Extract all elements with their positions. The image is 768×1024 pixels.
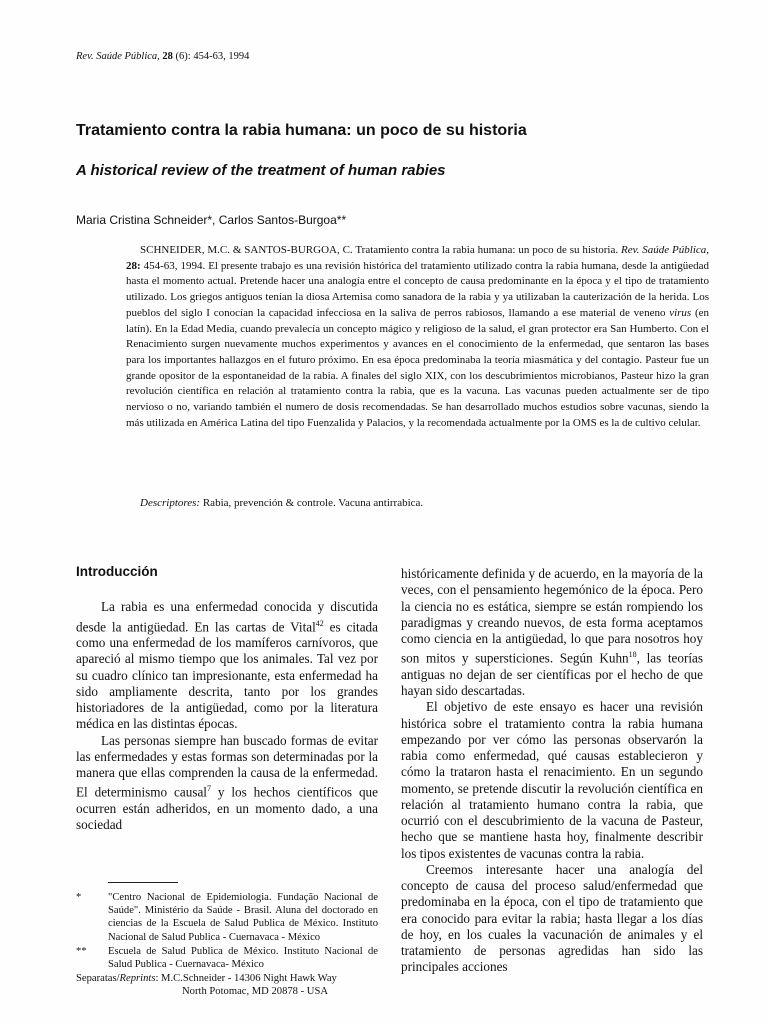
paragraph: El objetivo de este ensayo es hacer una revisión histórica sobre el tratamiento contra la rabia humana empezando por ver cómo las personas observarón la rabia como enfermedad, qué causas establecieron y cómo la trataron hasta el renacimiento. En un segundo momento, se pretende discutir la revolución científica en relación al tratamiento humano contra la rabia, que ocurrió con el descubrimiento de la vacuna de Pasteur, hecho que se mantiene hasta hoy, finalmente describir los tipos existentes de vacunas contra la rabia. xyxy=(401,699,703,861)
reprints-address: : M.C.Schneider - 14306 Night Hawk Way xyxy=(155,973,337,985)
ref-sup: 18 xyxy=(628,650,637,660)
article-title: Tratamiento contra la rabia humana: un poco de su historia xyxy=(76,122,527,139)
citation-issue: (6): 454-63, 1994 xyxy=(175,51,250,62)
section-heading: Introducción xyxy=(76,564,158,579)
right-column xyxy=(401,566,703,976)
paragraph xyxy=(401,566,703,699)
journal-name: Rev. Saúde Pública, xyxy=(76,51,160,62)
footnote xyxy=(76,891,378,944)
abstract-journal: Rev. Saúde Pública, xyxy=(621,244,710,256)
reprints-line xyxy=(76,972,378,985)
para-text: y los hechos científicos que ocurren están adheridos, en un momento dado, a una sociedad xyxy=(76,784,378,833)
footnote xyxy=(76,945,378,971)
descriptors xyxy=(126,497,709,509)
authors: Maria Cristina Schneider*, Carlos Santos-Burgoa** xyxy=(76,213,347,227)
para-text: , las teorías antiguas no dejan de ser científicas por el hecho de que hayan sido descartadas. xyxy=(401,650,703,699)
descriptors-text: Rabia, prevención & controle. Vacuna antirrabica. xyxy=(202,497,424,509)
reprints-address-2: North Potomac, MD 20878 - USA xyxy=(182,986,328,998)
paragraph: Creemos interesante hacer una analogía del concepto de causa del proceso salud/enfermedad que predominaba en la época, con el tipo de tratamiento que era conocido para evitar la rabia; hasta llegar a los días de hoy, en los cuales la vacunación de animales y el tratamiento de personas agredidas han sido las principales acciones xyxy=(401,861,703,975)
abstract-volume: 28: xyxy=(126,259,141,272)
abstract-virus: virus xyxy=(669,306,692,319)
para-text: históricamente definida y de acuerdo, en la mayoría de la veces, con el pensamiento hegemónico de la época. Pero la ciencia no es estática, siempre se están rompiendo los paradigmas y creando nuevos, de esta forma aceptamos como ciencia en la antigüedad, lo que para nosotros hoy son mitos y supersticiones. Según Kuhn xyxy=(401,566,703,666)
volume: 28 xyxy=(162,51,173,62)
footnote-mark: * xyxy=(76,892,82,903)
reprints-label-italic: Reprints xyxy=(119,973,156,985)
paragraph xyxy=(76,599,378,732)
para-text: Las personas siempre han buscado formas de evitar las enfermedades y estas formas son determinadas por la manera que ellas comprenden la causa de la enfermedad. El determinismo causal xyxy=(76,732,378,800)
para-text: La rabia es una enfermedad conocida y discutida desde la antigüedad. En las cartas de Vital xyxy=(76,599,378,634)
footnote-text: Escuela de Salud Publica de México. Instituto Nacional de Salud Publica - Cuernavaca- México xyxy=(108,945,378,971)
reprints-label: Separatas/ xyxy=(76,973,120,985)
left-column xyxy=(76,564,378,834)
footnotes xyxy=(76,891,378,999)
para-text: es citada como una enfermedad de los mamíferos carnívoros, que apareció al mismo tiempo que los animales. Tal vez por su cuadro clínico tan impresionante, esta enfermedad ha sido ampliamente descrita, tanto por los grandes historiadores de la antigüedad, como por la literatura médica en las distintas épocas. xyxy=(76,618,378,732)
paragraph xyxy=(76,733,378,834)
abstract-text-a: 454-63, 1994. El presente trabajo es una revisión histórica del tratamiento utilizado contra la rabia humana, desde la antigüedad hasta el momento actual. Pretende hacer una analogía entre el concepto de causa predominante en la época y el tipo de tratamiento utilizado. Los griegos antiguos tenían la diosa Artemisa como sanadora de la rabia y ya utilizaban la cauterización de la herida. Los pueblos del siglo I conocían la capacidad infecciosa en la saliva de perros rabiosos, llamando a ese material de veneno xyxy=(126,259,709,319)
footnote-text: "Centro Nacional de Epidemiologia. Fundação Nacional de Saúde". Ministério da Saúde - Brasil. Aluna del doctorado en ciencias de la Escuela de Salud Publica de México. Instituto Nacional de Salud Publica - Cuernavaca - México xyxy=(108,892,378,943)
abstract-text-b: (en latín). En la Edad Media, cuando prevalecía un concepto mágico y religioso de la salud, el gran protector era San Humberto. Con el Renacimiento surgen nuevamente muchos experimentos y avances en el conocimiento de la enfermedad, que sentaron las bases para los importantes hallazgos en el futuro próximo. En esa época predominaba la teoría miasmática y del contagio. Pasteur fue un grande opositor de la espontaneidad de la rabia. A finales del siglo XIX, con los descubrimientos microbianos, Pasteur hizo la gran revolución científica en relación al tratamiento contra la rabia, que es la vacuna. Las vacunas pueden actualmente ser de tipo nervioso o no, variando también el numero de dosis recomendadas. Se han desarrollado muchos estudios sobre vacunas, siendo la más utilizada en América Latina del tipo Fuenzalida y Palacios, y la recomendada actualmente por la OMS es la de cultivo celular. xyxy=(126,306,709,429)
article-subtitle: A historical review of the treatment of human rabies xyxy=(76,162,446,179)
journal-citation xyxy=(76,51,249,62)
ref-sup: 42 xyxy=(315,618,324,628)
descriptors-label: Descriptores: xyxy=(140,497,201,509)
footnote-divider xyxy=(108,882,178,883)
abstract xyxy=(126,243,709,431)
footnote-mark: ** xyxy=(76,945,87,957)
ref-sup: 7 xyxy=(206,784,211,794)
abstract-lead: SCHNEIDER, M.C. & SANTOS-BURGOA, C. Tratamiento contra la rabia humana: un poco de su historia. xyxy=(140,244,619,256)
